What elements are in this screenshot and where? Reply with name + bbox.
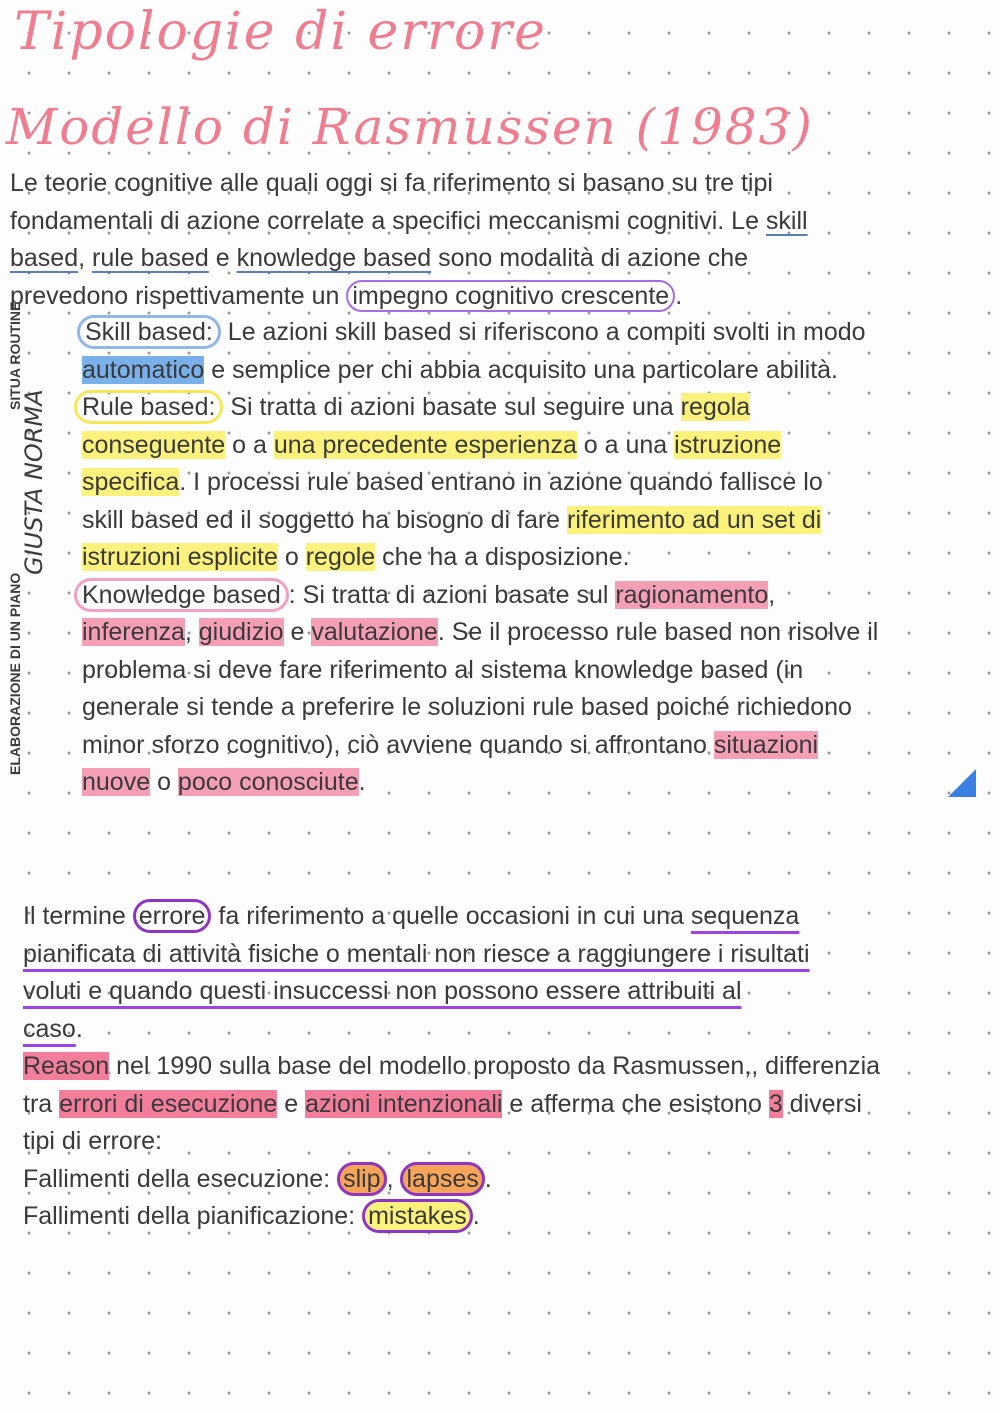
page-subtitle: Modello di Rasmussen (1983) (6, 98, 814, 156)
circled-mistakes: mistakes (362, 1199, 473, 1233)
circled-errore: errore (133, 899, 212, 933)
highlight-reason: Reason (23, 1052, 110, 1080)
knowledge-label: Knowledge based (74, 578, 289, 612)
circled-slip: slip (337, 1162, 387, 1196)
circled-lapses: lapses (400, 1162, 484, 1196)
page-corner-icon (948, 769, 976, 797)
side-note-elab: ELABORAZIONE DI UN PIANO (7, 572, 23, 775)
error-paragraph: Il termine errore fa riferimento a quelle occasioni in cui una sequenza pianificata di attività fisiche o mentali non riesce a raggiungere i risultati voluti e quando questi insuccessi non possono essere attribuiti al caso. Reason nel 1990 sulla base del modello proposto da Rasmussen,, differenzia tra errori di esecuzione e azioni intenzionali e afferma che esistono 3 diversi tipi di errore: Fallimenti della esecuzione: slip , lapses . Fallimenti della pianificazione: mistakes . (23, 898, 880, 1236)
skill-label: Skill based: (77, 315, 221, 349)
types-paragraph: Skill based: Le azioni skill based si riferiscono a compiti svolti in modo automatico e semplice per chi abbia acquisito una particolare abilità. Rule based: Si tratta di azioni basate sul seguire una regola conseguente o a una precedente esperienza o a una istruzione specifica. I processi rule based entrano in azione quando fallisce lo skill based ed il soggetto ha bisogno di fare riferimento ad un set di istruzioni esplicite o regole che ha a disposizione. Knowledge based : Si tratta di azioni basate sul ragionamento, inferenza, giudizio e valutazione. Se il processo rule based non risolve il problema si deve fare riferimento al sistema knowledge based (in generale si tende a preferire le soluzioni rule based poiché richiedono minor sforzo cognitivo), ciò avviene quando si affrontano situazioni nuove o poco conosciute. (82, 314, 878, 802)
intro-paragraph: Le teorie cognitive alle quali oggi si fa riferimento si basano su tre tipi fondamentali di azione correlate a specifici meccanismi cognitivi. Le skill based, rule based e knowledge based sono modalità di azione che prevedono rispettivamente un impegno cognitivo crescente . (10, 169, 808, 310)
intro-line: Le teorie cognitive alle quali oggi si fa riferimento si basano su tre tipi (10, 169, 773, 197)
intro-line: fondamentali di azione correlate a specifici meccanismi cognitivi. Le (10, 206, 766, 235)
term-skill: skill (765, 206, 808, 235)
highlight-automatico: automatico (82, 355, 205, 384)
term-based: based (10, 244, 79, 272)
term-rule-based: rule based (92, 244, 209, 272)
side-note-norma: GIUSTA NORMA (20, 389, 48, 575)
term-knowledge-based: knowledge based (236, 244, 432, 272)
circled-impegno: impegno cognitivo crescente (346, 280, 675, 312)
page-title: Tipologie di errore (14, 2, 547, 62)
side-note-routine: SITUA ROUTINE (7, 301, 23, 410)
rule-label: Rule based: (74, 390, 223, 424)
